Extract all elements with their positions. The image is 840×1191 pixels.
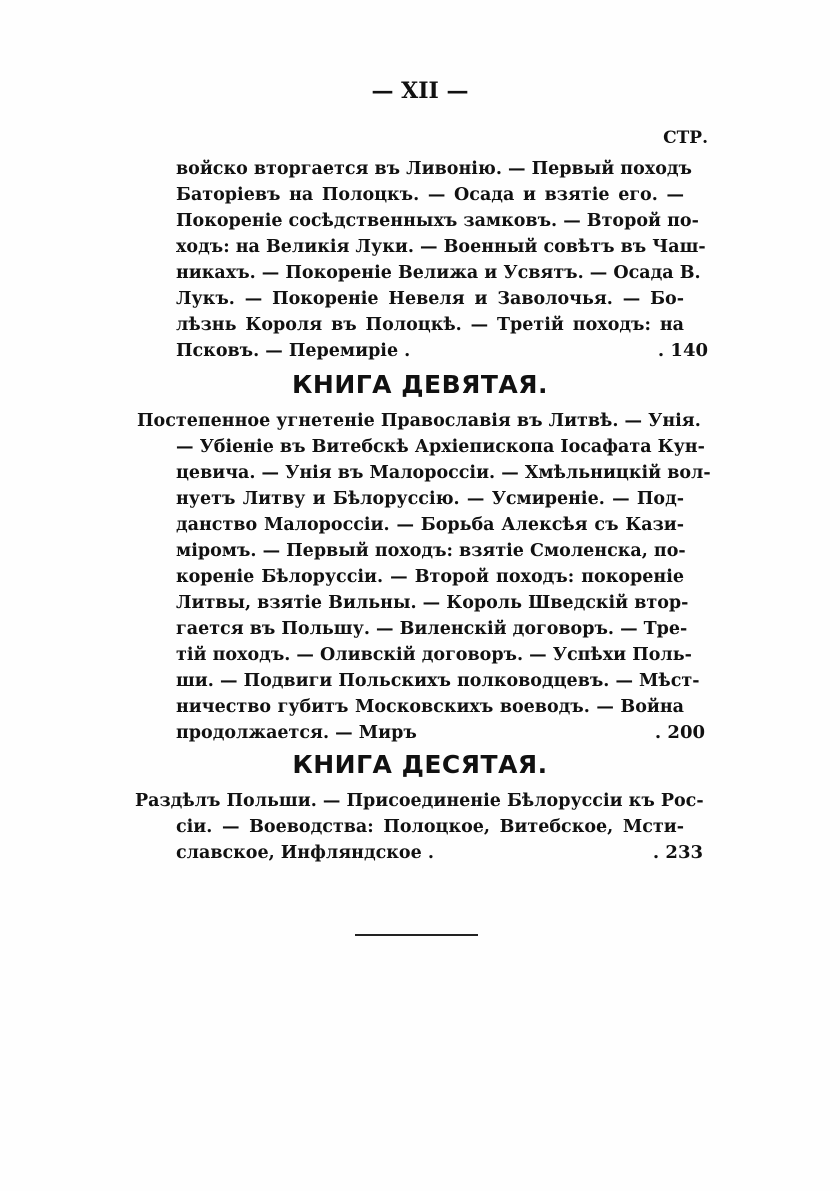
toc-line: цевича. — Унія въ Малороссіи. — Хмѣльницкій вол- [176,463,711,483]
toc-line: міромъ. — Первый походъ: взятіе Смоленска, по- [176,541,686,561]
toc-page-ref: . 233 [652,842,703,863]
toc-line: нуетъ Литву и Бѣлоруссію. — Усмиреніе. — Под- [176,489,684,509]
toc-line: Покореніе сосѣдственныхъ замковъ. — Второй по- [176,211,699,231]
page-column-label: СТР. [663,128,708,148]
page-number-header: — XII — [371,78,469,104]
toc-line: — Убіеніе въ Витебскѣ Архіепископа Іосафата Кун- [176,437,705,457]
toc-line: кореніе Бѣлоруссіи. — Второй походъ: покореніе [176,567,684,587]
toc-line: Литвы, взятіе Вильны. — Король Шведскій втор- [176,593,689,613]
book-heading: КНИГА ДЕВЯТАЯ. [291,370,549,399]
toc-line: Лукъ. — Покореніе Невеля и Заволочья. — Бо- [176,289,684,309]
toc-line: тій походъ. — Оливскій договоръ. — Успѣхи Поль- [176,645,692,665]
toc-page-ref: . 200 [654,722,705,743]
toc-line: Псковъ. — Перемиріе . [176,341,411,361]
toc-line: гается въ Польшу. — Виленскій договоръ. — Тре- [176,619,688,639]
toc-line: никахъ. — Покореніе Велижа и Усвятъ. — Осада В. [176,263,701,283]
toc-line: ши. — Подвиги Польскихъ полководцевъ. — Мѣст- [176,671,700,691]
toc-line: продолжается. — Миръ [176,723,417,743]
toc-line: Постепенное угнетеніе Православія въ Литвѣ. — Унія. [137,411,701,431]
toc-line: славское, Инфляндское . [176,843,434,863]
toc-line: лѣзнь Короля въ Полоцкѣ. — Третій походъ: на [176,315,684,335]
toc-line: Раздѣлъ Польши. — Присоединеніе Бѣлоруссіи къ Рос- [135,791,704,811]
closing-rule [355,934,478,936]
toc-line: данство Малороссіи. — Борьба Алексѣя съ Кази- [176,515,684,535]
toc-line: сіи. — Воеводства: Полоцкое, Витебское, Мсти- [176,817,684,837]
toc-line: ничество губитъ Московскихъ воеводъ. — Война [176,697,684,717]
toc-line: войско вторгается въ Ливонію. — Первый походъ [176,159,692,179]
toc-page-ref: . 140 [657,340,708,361]
toc-line: Баторіевъ на Полоцкъ. — Осада и взятіе его. — [176,185,684,205]
book-heading: КНИГА ДЕСЯТАЯ. [292,750,548,779]
toc-line: ходъ: на Великія Луки. — Военный совѣтъ въ Чаш- [176,237,706,257]
